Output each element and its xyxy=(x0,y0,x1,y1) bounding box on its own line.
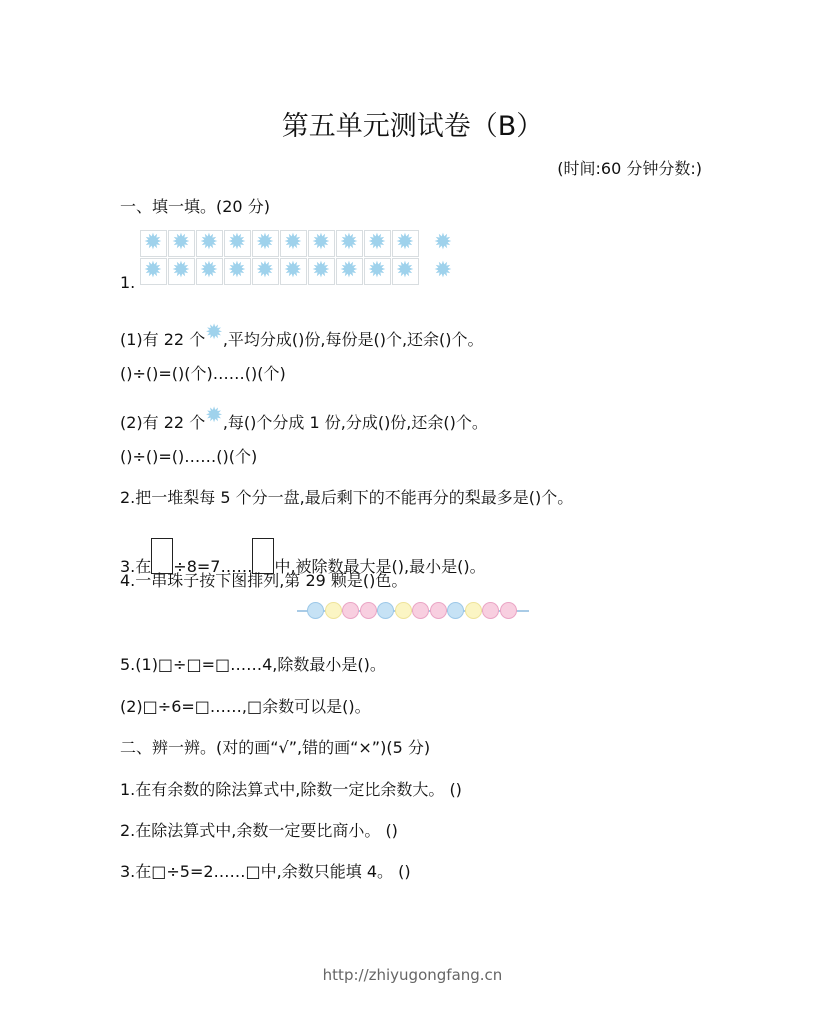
gear-icon: ✹ xyxy=(367,258,387,283)
gear-icon: ✹ xyxy=(143,230,163,255)
q1-2-prefix: (2)有 22 个 xyxy=(120,413,206,432)
gear-icon: ✹ xyxy=(311,230,331,255)
q3-mid: ÷8=7…… xyxy=(173,557,253,576)
gear-icon: ✹ xyxy=(433,230,453,255)
dividend-blank-box xyxy=(151,538,173,574)
footer-url: http://zhiyugongfang.cn xyxy=(322,966,503,984)
bead-pink xyxy=(482,602,499,619)
bead-yellow xyxy=(395,602,412,619)
bead-pink xyxy=(430,602,447,619)
gear-icon: ✹ xyxy=(255,230,275,255)
gear-icon: ✹ xyxy=(205,403,223,427)
section2-heading: 二、辨一辨。(对的画“√”,错的画“×”)(5 分) xyxy=(120,738,431,757)
q1-number: 1. xyxy=(120,273,136,292)
bead-blue xyxy=(447,602,464,619)
gear-icon: ✹ xyxy=(205,320,223,344)
bead-yellow xyxy=(465,602,482,619)
q5-1-text: 5.(1)□÷□=□……4,除数最小是()。 xyxy=(120,655,386,674)
q1-1-text xyxy=(120,320,484,350)
bead-pink xyxy=(500,602,517,619)
time-score-line: (时间:60 分钟分数:) xyxy=(557,159,702,178)
page-title: 第五单元测试卷（B） xyxy=(281,111,544,142)
gear-icon: ✹ xyxy=(395,230,415,255)
s2-q1-text: 1.在有余数的除法算式中,除数一定比余数大。 () xyxy=(120,780,462,799)
gear-icon: ✹ xyxy=(283,230,303,255)
section1-heading: 一、填一填。(20 分) xyxy=(120,197,270,216)
q1-2-equation: ()÷()=()……()(个) xyxy=(120,447,258,466)
gear-icon: ✹ xyxy=(395,258,415,283)
bead-pink xyxy=(342,602,359,619)
q1-1-equation: ()÷()=()(个)……()(个) xyxy=(120,364,286,383)
gear-icon: ✹ xyxy=(433,258,453,283)
gear-icon: ✹ xyxy=(143,258,163,283)
gear-icon: ✹ xyxy=(255,258,275,283)
s2-q3-text: 3.在□÷5=2……□中,余数只能填 4。 () xyxy=(120,862,411,881)
bead-blue xyxy=(377,602,394,619)
gear-icon: ✹ xyxy=(227,258,247,283)
gear-icon: ✹ xyxy=(283,258,303,283)
q5-2-text: (2)□÷6=□……,□余数可以是()。 xyxy=(120,697,371,716)
q2-text: 2.把一堆梨每 5 个分一盘,最后剩下的不能再分的梨最多是()个。 xyxy=(120,488,574,507)
bead-pink xyxy=(412,602,429,619)
bead-blue xyxy=(307,602,324,619)
q3-prefix: 3.在 xyxy=(120,557,152,576)
q1-1-suffix: ,平均分成()份,每份是()个,还余()个。 xyxy=(222,330,484,349)
q1-2-text xyxy=(120,403,488,433)
remainder-blank-box xyxy=(252,538,274,574)
gear-icon: ✹ xyxy=(199,230,219,255)
gear-icon: ✹ xyxy=(171,230,191,255)
q1-1-prefix: (1)有 22 个 xyxy=(120,330,206,349)
gear-icon: ✹ xyxy=(339,258,359,283)
q1-2-suffix: ,每()个分成 1 份,分成()份,还余()个。 xyxy=(222,413,488,432)
gear-icon: ✹ xyxy=(171,258,191,283)
gear-icon: ✹ xyxy=(339,230,359,255)
gear-icon: ✹ xyxy=(367,230,387,255)
gear-icon: ✹ xyxy=(227,230,247,255)
gear-icon: ✹ xyxy=(199,258,219,283)
bead-pink xyxy=(360,602,377,619)
gear-icon: ✹ xyxy=(311,258,331,283)
s2-q2-text: 2.在除法算式中,余数一定要比商小。 () xyxy=(120,821,398,840)
q3-suffix: 中,被除数最大是(),最小是()。 xyxy=(274,557,486,576)
q4-text: 4.一串珠子按下图排列,第 29 颗是()色。 xyxy=(120,571,408,590)
bead-yellow xyxy=(325,602,342,619)
